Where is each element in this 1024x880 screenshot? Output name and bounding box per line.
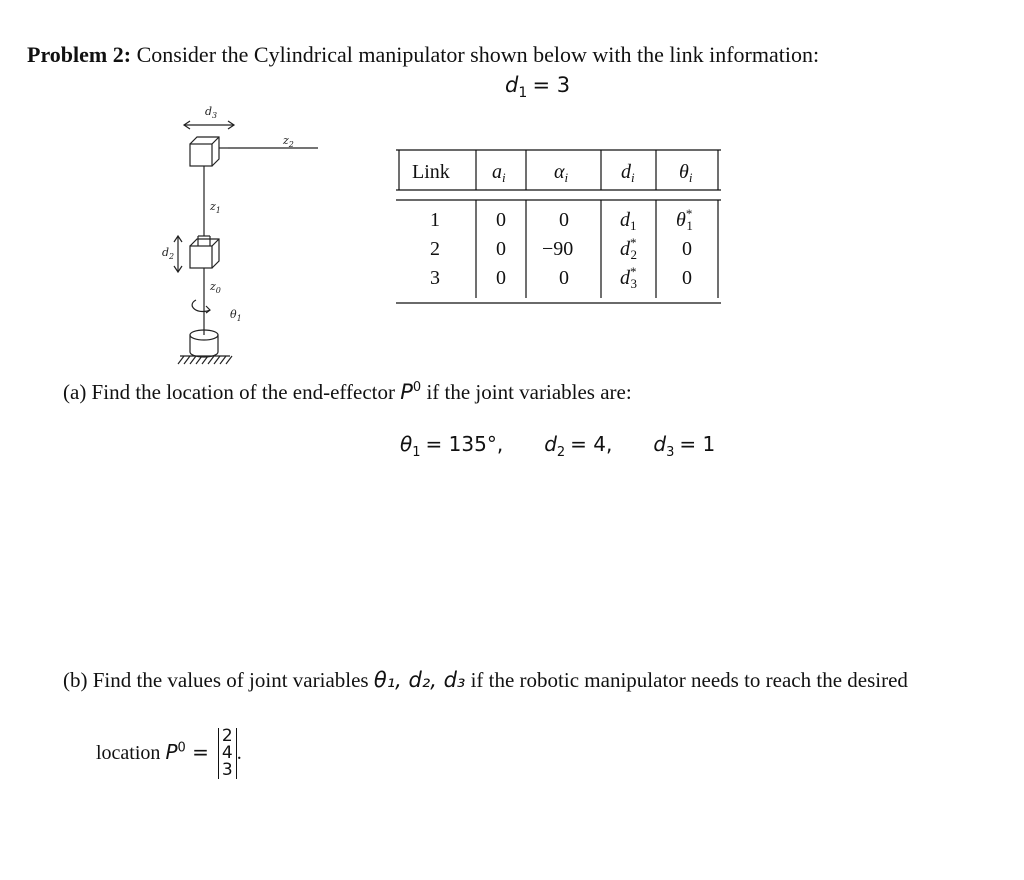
header-a: $a_i$ [492, 161, 506, 185]
label-z2: $z_2$ [283, 134, 294, 149]
row3-a: 0 [496, 267, 506, 289]
row2-a: 0 [496, 238, 506, 260]
desired-location: location $P^0$ = 2 4 3 . [96, 726, 242, 780]
vector-z: 3 [221, 760, 233, 780]
header-alpha: $\alpha_i$ [554, 161, 569, 185]
joint-theta1: $\theta_1 = 135^\circ$, [400, 432, 504, 460]
label-d3: $d_3$ [205, 105, 218, 120]
header-d: $d_i$ [621, 161, 635, 185]
given-d1: $d_1 = 3$ [505, 73, 571, 102]
top-joint-box [190, 144, 212, 166]
row1-link: 1 [430, 209, 440, 231]
location-vector [218, 728, 237, 781]
row2-alpha: −90 [542, 238, 574, 260]
rotation-arrow [192, 300, 210, 312]
joint-d2: $d_2 = 4$, [544, 432, 613, 460]
label-theta1: $\theta_1$ [230, 308, 242, 323]
row3-alpha: 0 [559, 267, 569, 289]
row2-link: 2 [430, 238, 440, 260]
row1-alpha: 0 [559, 209, 569, 231]
row3-theta: 0 [682, 267, 692, 289]
header-link: Link [412, 161, 450, 183]
joint-d3: $d_3 = 1$ [653, 432, 716, 460]
label-d2: $d_2$ [162, 246, 175, 261]
middle-joint-box [190, 246, 212, 268]
row1-theta: θ* 1 [676, 206, 693, 233]
row3-link: 3 [430, 267, 440, 289]
label-z1: $z_1$ [210, 200, 221, 215]
header-theta: $\theta_i$ [679, 161, 693, 185]
row3-d: d* 3 [620, 264, 637, 291]
row1-d: $d_1$ [620, 209, 637, 233]
joint-values [400, 432, 715, 460]
manipulator-figure [162, 100, 330, 370]
row2-d: d* 2 [620, 235, 637, 262]
vector-x: 2 [221, 726, 233, 746]
dh-table [396, 150, 721, 315]
problem-intro: Consider the Cylindrical manipulator shown below with the link information: [136, 42, 820, 67]
dh-table-grid [396, 150, 726, 310]
part-a-question: (a) Find the location of the end-effector $P^0$ if the joint variables are: [63, 380, 632, 404]
row1-a: 0 [496, 209, 506, 231]
vector-y: 4 [221, 743, 233, 763]
row2-theta: 0 [682, 238, 692, 260]
problem-heading [27, 42, 819, 68]
part-b-question: (b) Find the values of joint variables θ₁, d₂, d₃ if the robotic manipulator needs to reach the desired [63, 668, 908, 692]
problem-label: Problem 2: [27, 42, 132, 67]
label-z0: $z_0$ [210, 280, 221, 295]
